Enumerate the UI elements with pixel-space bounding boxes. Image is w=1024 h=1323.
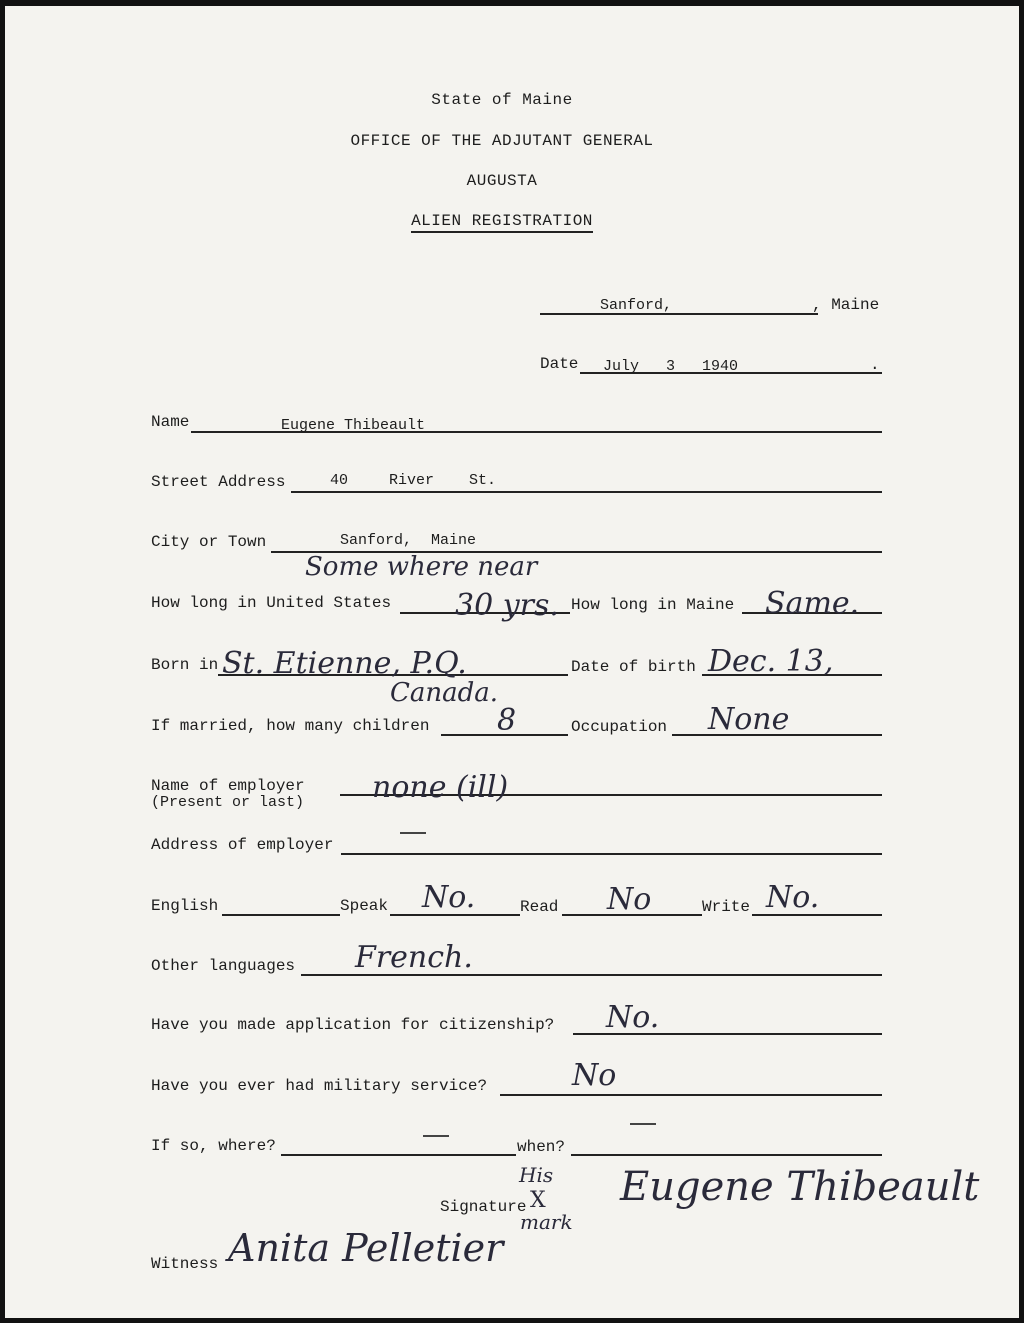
- signature-mark: mark: [520, 1210, 573, 1234]
- date-label: Date: [540, 355, 579, 373]
- write-label: Write: [702, 898, 751, 916]
- english-line: [222, 914, 340, 916]
- dob-label: Date of birth: [571, 658, 696, 676]
- street-label: Street Address: [151, 473, 286, 491]
- city-label: City or Town: [151, 533, 267, 551]
- name-label: Name: [151, 413, 190, 431]
- born-country: Canada.: [390, 678, 499, 708]
- how-long-maine-label: How long in Maine: [571, 596, 735, 614]
- employer-label: Name of employer: [151, 777, 305, 795]
- how-long-maine-value: Same.: [765, 586, 860, 621]
- how-long-us-label: How long in United States: [151, 594, 392, 612]
- signature-label: Signature: [440, 1198, 527, 1216]
- signature-value: Eugene Thibeault: [620, 1164, 980, 1210]
- scan-edge-bottom: [0, 1318, 1024, 1323]
- when-label: when?: [517, 1138, 566, 1156]
- other-languages-value: French.: [355, 940, 473, 975]
- scan-edge-top: [0, 0, 1024, 6]
- employer-address-label: Address of employer: [151, 836, 334, 854]
- when-line: [571, 1154, 882, 1156]
- witness-label: Witness: [151, 1255, 219, 1273]
- location-town: Sanford,: [600, 297, 673, 314]
- city-value: Sanford, Maine: [340, 532, 477, 549]
- scan-edge-right: [1019, 0, 1024, 1323]
- witness-value: Anita Pelletier: [228, 1226, 504, 1270]
- street-line: [291, 491, 882, 493]
- where-line: [281, 1154, 516, 1156]
- how-long-note: Some where near: [305, 552, 538, 582]
- header-office: OFFICE OF THE ADJUTANT GENERAL: [350, 132, 654, 150]
- location-state: , Maine: [812, 296, 880, 314]
- date-value: July 3 1940: [603, 358, 739, 375]
- occupation-value: None: [708, 702, 790, 737]
- employer-address-dash: [400, 832, 426, 834]
- born-label: Born in: [151, 656, 219, 674]
- scan-edge-left: [0, 0, 5, 1323]
- english-label: English: [151, 897, 219, 915]
- when-dash: [630, 1123, 656, 1125]
- form-title: [0, 212, 1004, 230]
- date-end-mark: .: [870, 356, 880, 374]
- signature-his: His: [519, 1163, 554, 1187]
- header-state: State of Maine: [431, 91, 573, 109]
- military-line: [500, 1094, 882, 1096]
- location-line: [540, 313, 818, 315]
- speak-label: Speak: [340, 897, 389, 915]
- street-name: River: [389, 472, 435, 489]
- read-value: No: [607, 882, 652, 917]
- name-value: Eugene Thibeault: [281, 417, 426, 434]
- where-dash: [423, 1135, 449, 1137]
- other-languages-label: Other languages: [151, 957, 296, 975]
- street-suffix: St.: [469, 472, 497, 489]
- employer-address-line: [341, 853, 882, 855]
- dob-value: Dec. 13,: [708, 644, 834, 679]
- military-label: Have you ever had military service?: [151, 1077, 488, 1095]
- read-label: Read: [520, 898, 559, 916]
- form-title-text: ALIEN REGISTRATION: [411, 212, 593, 233]
- speak-value: No.: [422, 880, 476, 915]
- children-value: 8: [497, 703, 517, 738]
- how-long-us-value: 30 yrs.: [455, 588, 559, 623]
- street-number: 40: [330, 472, 349, 489]
- military-value: No: [572, 1058, 617, 1093]
- occupation-label: Occupation: [571, 718, 668, 736]
- employer-sublabel: (Present or last): [151, 794, 305, 811]
- married-label: If married, how many children: [151, 717, 430, 735]
- header-city: AUGUSTA: [466, 172, 538, 190]
- employer-value: none (ill): [372, 770, 509, 805]
- write-value: No.: [766, 880, 820, 915]
- born-value: St. Etienne, P.Q.: [222, 646, 467, 681]
- citizenship-value: No.: [606, 1000, 660, 1035]
- signature-x-mark: X: [530, 1188, 546, 1213]
- citizenship-label: Have you made application for citizenship?: [151, 1016, 555, 1034]
- where-label: If so, where?: [151, 1137, 276, 1155]
